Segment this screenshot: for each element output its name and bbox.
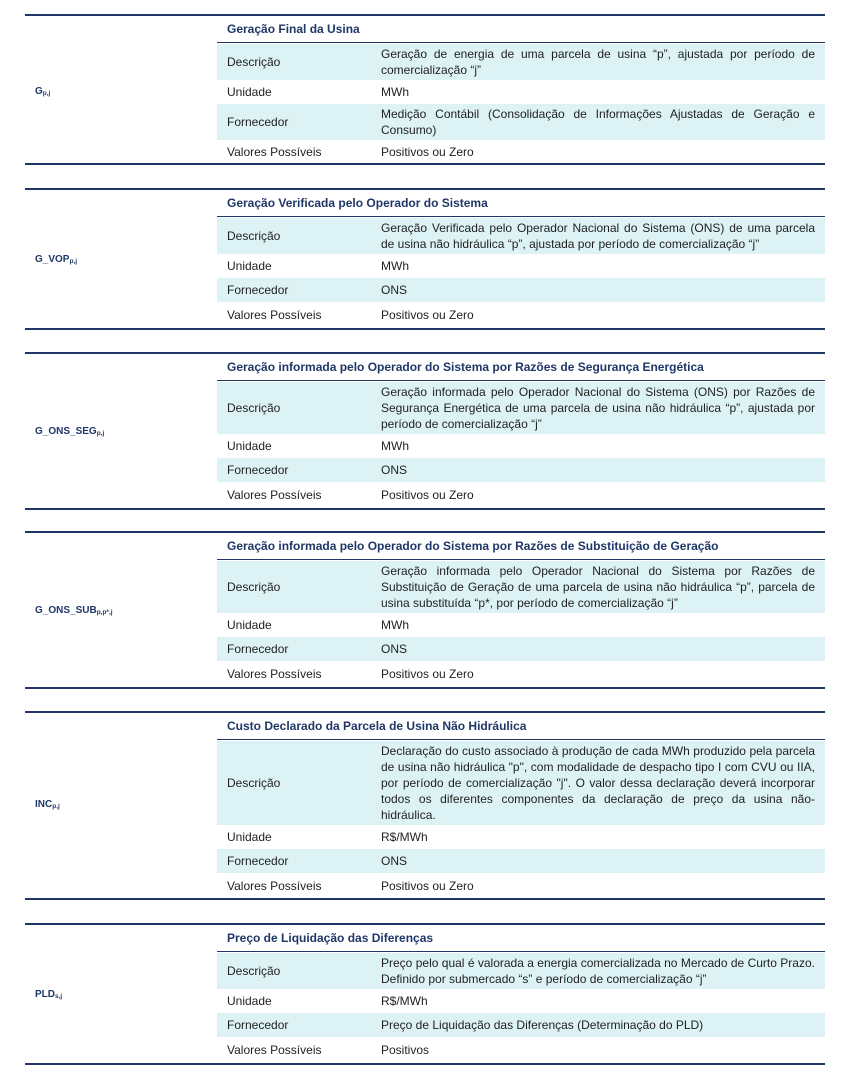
row-value: MWh	[381, 439, 409, 453]
row-value: MWh	[381, 259, 409, 273]
row-label: Fornecedor	[227, 283, 289, 297]
title-rule	[217, 739, 825, 740]
row-fornecedor	[217, 637, 825, 661]
title-rule	[217, 951, 825, 952]
row-valores-possiveis	[217, 140, 825, 163]
row-unidade	[217, 254, 825, 278]
row-label: Valores Possíveis	[227, 1043, 322, 1057]
row-value: R$/MWh	[381, 830, 428, 844]
variable-block-g-ons-sub	[25, 531, 825, 689]
title-rule	[217, 380, 825, 381]
row-label: Unidade	[227, 439, 272, 453]
row-valores-possiveis	[217, 482, 825, 508]
row-descricao	[217, 741, 825, 825]
row-value: Geração informada pelo Operador Nacional do Sistema (ONS) por Razões de Segurança Energética de uma parcela de usina não hidráulica “p”, ajustada por período de comercialização “j”	[381, 385, 815, 431]
row-label: Fornecedor	[227, 854, 289, 868]
row-label: Unidade	[227, 259, 272, 273]
block-bottom-rule	[25, 328, 825, 330]
row-value: Geração informada pelo Operador Nacional do Sistema por Razões de Substituição de Geração de uma parcela de usina não hidráulica “p”, parcela de usina substituída “p*, por período de comercialização “j”	[381, 564, 815, 610]
row-descricao	[217, 953, 825, 989]
row-label: Fornecedor	[227, 463, 289, 477]
row-label: Unidade	[227, 994, 272, 1008]
row-descricao	[217, 44, 825, 80]
variable-symbol: $INC_{p,j}$	[35, 799, 60, 810]
variable-symbol: $G\_VOP_{p,j}$	[35, 254, 78, 265]
row-value: Positivos	[381, 1043, 430, 1057]
row-label: Valores Possíveis	[227, 667, 322, 681]
block-title: Custo Declarado da Parcela de Usina Não Hidráulica	[227, 719, 527, 733]
row-unidade	[217, 989, 825, 1013]
variable-symbol: $G\_ONS\_SEG_{p,j}$	[35, 426, 105, 437]
block-title: Preço de Liquidação das Diferenças	[227, 931, 434, 945]
row-label: Valores Possíveis	[227, 878, 322, 893]
row-value: Geração Verificada pelo Operador Nacional do Sistema (ONS) de uma parcela de usina não hidráulica “p”, ajustada por período de comercialização “j”	[381, 221, 815, 251]
variable-block-g-ons-seg	[25, 352, 825, 510]
row-value: ONS	[381, 463, 408, 477]
row-label: Valores Possíveis	[227, 308, 322, 322]
row-label: Valores Possíveis	[227, 488, 322, 502]
row-unidade	[217, 825, 825, 849]
row-label: Unidade	[227, 618, 272, 632]
row-value: ONS	[381, 283, 408, 297]
row-label: Unidade	[227, 85, 272, 99]
block-bottom-rule	[25, 687, 825, 689]
variable-symbol: $G_{p,j}$	[35, 86, 51, 97]
row-label: Descrição	[227, 776, 281, 790]
row-fornecedor	[217, 1013, 825, 1037]
row-value: Positivos ou Zero	[381, 308, 474, 322]
row-fornecedor	[217, 849, 825, 873]
row-value: ONS	[381, 642, 408, 656]
row-label: Descrição	[227, 229, 281, 243]
row-value: Positivos ou Zero	[381, 144, 474, 159]
row-label: Fornecedor	[227, 115, 289, 129]
block-title: Geração informada pelo Operador do Sistema por Razões de Substituição de Geração	[227, 539, 719, 553]
row-unidade	[217, 613, 825, 637]
row-value: MWh	[381, 85, 409, 99]
row-value: Positivos ou Zero	[381, 488, 474, 502]
row-unidade	[217, 434, 825, 458]
row-label: Descrição	[227, 964, 281, 978]
row-fornecedor	[217, 278, 825, 302]
row-unidade	[217, 80, 825, 104]
variable-block-g	[25, 14, 825, 165]
row-valores-possiveis	[217, 1037, 825, 1063]
block-title: Geração Final da Usina	[227, 22, 360, 36]
row-label: Descrição	[227, 401, 281, 415]
row-value: MWh	[381, 618, 409, 632]
row-descricao	[217, 561, 825, 613]
variable-block-inc	[25, 711, 825, 900]
row-value: Positivos ou Zero	[381, 878, 474, 893]
block-title: Geração Verificada pelo Operador do Sistema	[227, 196, 488, 210]
row-value: Positivos ou Zero	[381, 667, 474, 681]
row-label: Fornecedor	[227, 1018, 289, 1032]
row-label: Fornecedor	[227, 642, 289, 656]
variable-symbol: $PLD_{s,j}$	[35, 989, 63, 1000]
row-value: ONS	[381, 854, 408, 868]
title-rule	[217, 216, 825, 217]
row-value: Preço de Liquidação das Diferenças (Determinação do PLD)	[381, 1018, 704, 1032]
variable-symbol: $G\_ONS\_SUB_{p,p*,j}$	[35, 605, 113, 616]
title-rule	[217, 559, 825, 560]
block-bottom-rule	[25, 898, 825, 900]
row-label: Valores Possíveis	[227, 144, 322, 159]
block-title: Geração informada pelo Operador do Sistema por Razões de Segurança Energética	[227, 360, 704, 374]
row-valores-possiveis	[217, 302, 825, 328]
row-label: Unidade	[227, 830, 272, 844]
row-valores-possiveis	[217, 873, 825, 898]
variable-block-g-vop	[25, 188, 825, 330]
block-bottom-rule	[25, 1063, 825, 1065]
row-fornecedor	[217, 104, 825, 140]
row-fornecedor	[217, 458, 825, 482]
title-rule	[217, 42, 825, 43]
variable-block-pld	[25, 923, 825, 1066]
row-value: Geração de energia de uma parcela de usina “p”, ajustada por período de comercialização “j”	[381, 47, 815, 77]
row-descricao	[217, 218, 825, 254]
row-value: Preço pelo qual é valorada a energia comercializada no Mercado de Curto Prazo. Definido por submercado “s” e período de comercialização “j”	[381, 956, 815, 986]
row-value: R$/MWh	[381, 994, 428, 1008]
row-value: Medição Contábil (Consolidação de Informações Ajustadas de Geração e Consumo)	[381, 107, 815, 137]
block-bottom-rule	[25, 163, 825, 165]
block-bottom-rule	[25, 508, 825, 510]
row-label: Descrição	[227, 55, 281, 69]
row-descricao	[217, 382, 825, 434]
row-label: Descrição	[227, 580, 281, 594]
row-value: Declaração do custo associado à produção de cada MWh produzido pela parcela de usina não hidráulica "p", com modalidade de despacho tipo I com CVU ou IIA, por período de comercialização "j". O valor dessa declaração deverá incorporar todos os diferentes componentes da declaração de preço da usina não-hidráulica.	[381, 744, 815, 822]
row-valores-possiveis	[217, 661, 825, 687]
